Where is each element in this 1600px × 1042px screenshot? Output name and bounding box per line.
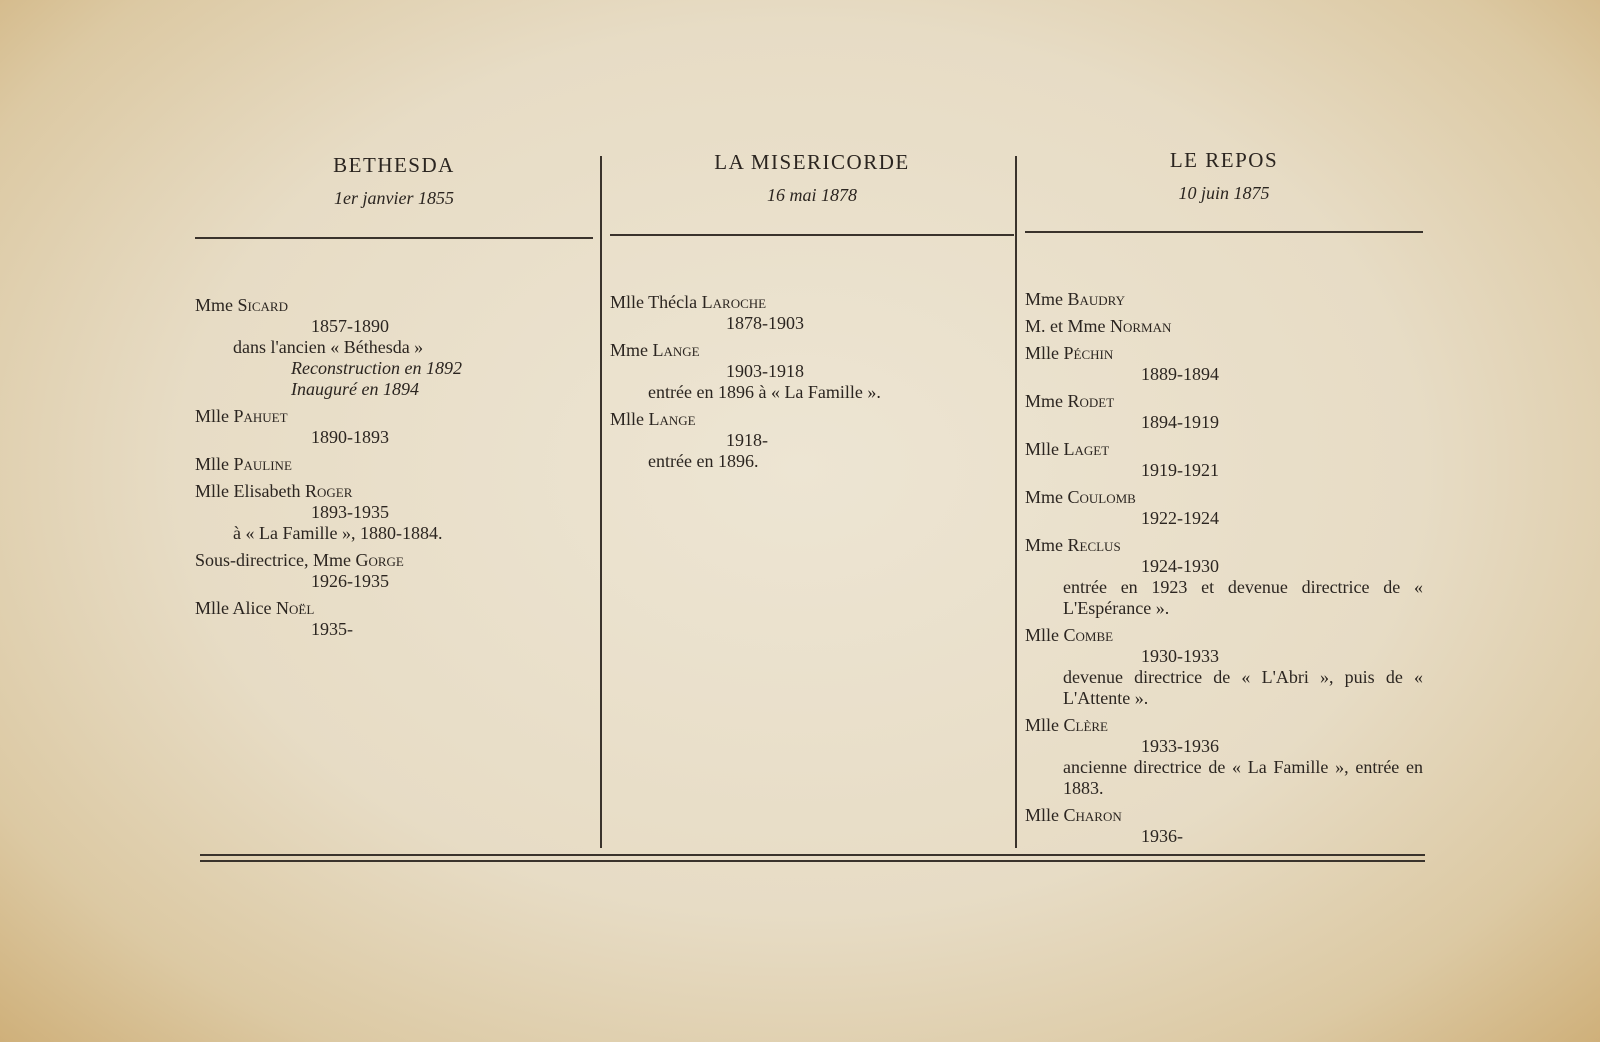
- person-title: Mlle Thécla: [610, 292, 698, 312]
- person-name: [610, 292, 1014, 313]
- list-item: [1025, 316, 1423, 337]
- entry-note: à « La Famille », 1880-1884.: [233, 523, 443, 543]
- person-title: Mlle: [1025, 625, 1059, 645]
- entry-italic-note: Reconstruction en 1892: [291, 358, 462, 378]
- person-name: [1025, 391, 1423, 412]
- tenure-years: 1857-1890: [311, 316, 389, 336]
- person-surname: Péchin: [1063, 343, 1114, 363]
- person-title: Mlle Elisabeth: [195, 481, 301, 501]
- entry-note: dans l'ancien « Béthesda »: [233, 337, 424, 357]
- entry-note: entrée en 1896.: [648, 451, 759, 471]
- column-title: BETHESDA: [333, 153, 455, 177]
- tenure-years: 1893-1935: [311, 502, 389, 522]
- person-title: Mlle: [1025, 715, 1059, 735]
- person-surname: Charon: [1063, 805, 1122, 825]
- person-title: Mme: [1025, 487, 1063, 507]
- person-surname: Baudry: [1067, 289, 1126, 309]
- person-title: M. et Mme: [1025, 316, 1106, 336]
- tenure-years: 1926-1935: [311, 571, 389, 591]
- list-item: [1025, 805, 1423, 847]
- person-surname: Pahuet: [233, 406, 288, 426]
- person-surname: Roger: [304, 481, 353, 501]
- person-name: [195, 598, 593, 619]
- person-surname: Sicard: [237, 295, 288, 315]
- entry-note: devenue directrice de « L'Abri », puis de « L'Attente ».: [1063, 667, 1423, 708]
- list-item: [1025, 289, 1423, 310]
- tenure-years: 1878-1903: [726, 313, 804, 333]
- person-name: [1025, 625, 1423, 646]
- person-name: [1025, 343, 1423, 364]
- person-title: Mme: [1025, 391, 1063, 411]
- person-surname: Rodet: [1067, 391, 1115, 411]
- person-surname: Combe: [1063, 625, 1114, 645]
- column-title: LA MISERICORDE: [714, 150, 910, 174]
- person-surname: Laget: [1063, 439, 1110, 459]
- person-name: [195, 295, 593, 316]
- entry-list: [195, 295, 593, 646]
- person-surname: Laroche: [701, 292, 767, 312]
- tenure-years: 1922-1924: [1141, 508, 1219, 528]
- tenure-years: 1889-1894: [1141, 364, 1219, 384]
- person-surname: Noël: [275, 598, 315, 618]
- list-item: [1025, 715, 1423, 799]
- column-header: [195, 153, 593, 209]
- tenure-years: 1890-1893: [311, 427, 389, 447]
- entry-italic-note: Inauguré en 1894: [291, 379, 419, 399]
- bottom-rule: [200, 860, 1425, 862]
- entry-note: ancienne directrice de « La Famille », entrée en 1883.: [1063, 757, 1423, 798]
- column-header: [610, 150, 1014, 206]
- person-name: [195, 406, 593, 427]
- person-title: Mlle: [610, 409, 644, 429]
- list-item: [610, 292, 1014, 334]
- person-surname: Coulomb: [1067, 487, 1136, 507]
- list-item: [1025, 439, 1423, 481]
- bottom-rule: [200, 854, 1425, 856]
- column-repos: [1025, 0, 1423, 860]
- person-title: Mlle: [195, 406, 229, 426]
- person-title: Mme: [1025, 289, 1063, 309]
- tenure-years: 1933-1936: [1141, 736, 1219, 756]
- person-name: [195, 550, 593, 571]
- person-name: [1025, 535, 1423, 556]
- list-item: [610, 340, 1014, 403]
- person-title: Mme: [195, 295, 233, 315]
- list-item: [195, 454, 593, 475]
- tenure-years: 1936-: [1141, 826, 1183, 846]
- person-name: [195, 454, 593, 475]
- tenure-years: 1903-1918: [726, 361, 804, 381]
- header-rule: [610, 234, 1014, 236]
- column-date: 10 juin 1875: [1178, 183, 1270, 203]
- person-name: [1025, 289, 1423, 310]
- entry-note: entrée en 1923 et devenue directrice de « L'Espérance ».: [1063, 577, 1423, 618]
- list-item: [195, 295, 593, 400]
- entry-list: [1025, 289, 1423, 853]
- person-title: Mlle: [1025, 343, 1059, 363]
- person-name: [1025, 487, 1423, 508]
- entry-list: [610, 292, 1014, 478]
- person-title: Mme: [610, 340, 648, 360]
- person-name: [1025, 439, 1423, 460]
- person-name: [195, 481, 593, 502]
- column-misericorde: [610, 0, 1014, 860]
- tenure-years: 1919-1921: [1141, 460, 1219, 480]
- person-title: Sous-directrice, Mme: [195, 550, 351, 570]
- column-date: 1er janvier 1855: [334, 188, 454, 208]
- header-rule: [1025, 231, 1423, 233]
- column-divider: [1015, 156, 1017, 848]
- list-item: [1025, 535, 1423, 619]
- list-item: [610, 409, 1014, 472]
- person-title: Mlle: [195, 454, 229, 474]
- tenure-years: 1918-: [726, 430, 768, 450]
- list-item: [195, 481, 593, 544]
- list-item: [1025, 391, 1423, 433]
- person-name: [610, 340, 1014, 361]
- person-name: [1025, 805, 1423, 826]
- entry-note: entrée en 1896 à « La Famille ».: [648, 382, 881, 402]
- person-surname: Clère: [1063, 715, 1108, 735]
- column-divider: [600, 156, 602, 848]
- person-title: Mlle Alice: [195, 598, 272, 618]
- tenure-years: 1930-1933: [1141, 646, 1219, 666]
- tenure-years: 1935-: [311, 619, 353, 639]
- list-item: [1025, 343, 1423, 385]
- person-name: [610, 409, 1014, 430]
- header-rule: [195, 237, 593, 239]
- column-title: LE REPOS: [1169, 148, 1279, 172]
- person-surname: Pauline: [233, 454, 292, 474]
- list-item: [195, 598, 593, 640]
- person-name: [1025, 316, 1423, 337]
- person-surname: Lange: [652, 340, 700, 360]
- person-surname: Norman: [1110, 316, 1172, 336]
- column-date: 16 mai 1878: [767, 185, 857, 205]
- person-title: Mlle: [1025, 805, 1059, 825]
- column-bethesda: [195, 0, 593, 860]
- person-name: [1025, 715, 1423, 736]
- tenure-years: 1924-1930: [1141, 556, 1219, 576]
- person-surname: Reclus: [1067, 535, 1121, 555]
- person-title: Mlle: [1025, 439, 1059, 459]
- list-item: [195, 550, 593, 592]
- list-item: [195, 406, 593, 448]
- person-title: Mme: [1025, 535, 1063, 555]
- list-item: [1025, 487, 1423, 529]
- tenure-years: 1894-1919: [1141, 412, 1219, 432]
- person-surname: Gorge: [355, 550, 404, 570]
- list-item: [1025, 625, 1423, 709]
- column-header: [1025, 148, 1423, 204]
- person-surname: Lange: [648, 409, 696, 429]
